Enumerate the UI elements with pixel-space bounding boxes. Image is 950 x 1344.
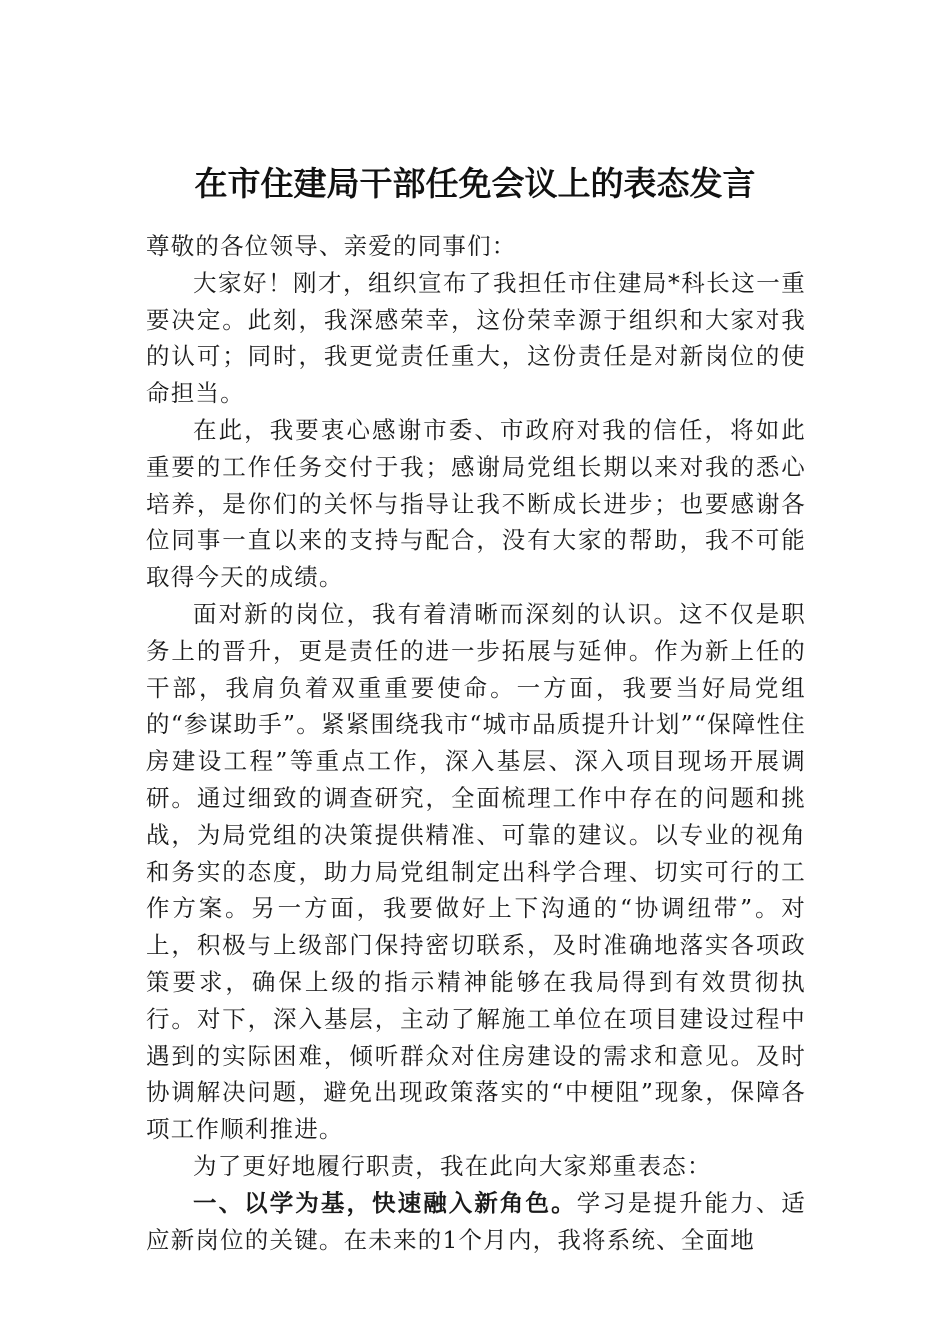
point-one-heading: 一、以学为基，快速融入新角色。 (193, 1188, 577, 1217)
paragraph-responsibility: 面对新的岗位，我有着清晰而深刻的认识。这不仅是职务上的晋升，更是责任的进一步拓展与延伸。作为新上任的干部，我肩负着双重重要使命。一方面，我要当好局党组的“参谋助手”。紧紧围绕我市“城市品质提升计划”“保障性住房建设工程”等重点工作，深入基层、深入项目现场开展调研。通过细致的调查研究，全面梳理工作中存在的问题和挑战，为局党组的决策提供精准、可靠的建议。以专业的视角和务实的态度，助力局党组制定出科学合理、切实可行的工作方案。另一方面，我要做好上下沟通的“协调纽带”。对上，积极与上级部门保持密切联系，及时准确地落实各项政策要求，确保上级的指示精神能够在我局得到有效贯彻执行。对下，深入基层，主动了解施工单位在项目建设过程中遇到的实际困难，倾听群众对住房建设的需求和意见。及时协调解决问题，避免出现政策落实的“中梗阻”现象，保障各项工作顺利推进。 (146, 599, 806, 1144)
document-body (146, 228, 806, 1258)
paragraph-point-one (146, 1185, 806, 1259)
paragraph-thanks: 在此，我要衷心感谢市委、市政府对我的信任，将如此重要的工作任务交付于我；感谢局党组长期以来对我的悉心培养，是你们的关怀与指导让我不断成长进步；也要感谢各位同事一直以来的支持与配合，没有大家的帮助，我不可能取得今天的成绩。 (146, 415, 806, 592)
paragraph-pledge-intro: 为了更好地履行职责，我在此向大家郑重表态： (193, 1151, 712, 1180)
paragraph-greeting: 大家好！刚才，组织宣布了我担任市住建局*科长这一重要决定。此刻，我深感荣幸，这份荣幸源于组织和大家对我的认可；同时，我更觉责任重大，这份责任是对新岗位的使命担当。 (146, 268, 806, 408)
document-title: 在市住建局干部任免会议上的表态发言 (194, 164, 756, 203)
salutation: 尊敬的各位领导、亲爱的同事们： (146, 232, 517, 260)
point-one-text: 学习是提升能力、适应新岗位的关键。在未来的1个月内，我将系统、全面地 (146, 1188, 806, 1254)
